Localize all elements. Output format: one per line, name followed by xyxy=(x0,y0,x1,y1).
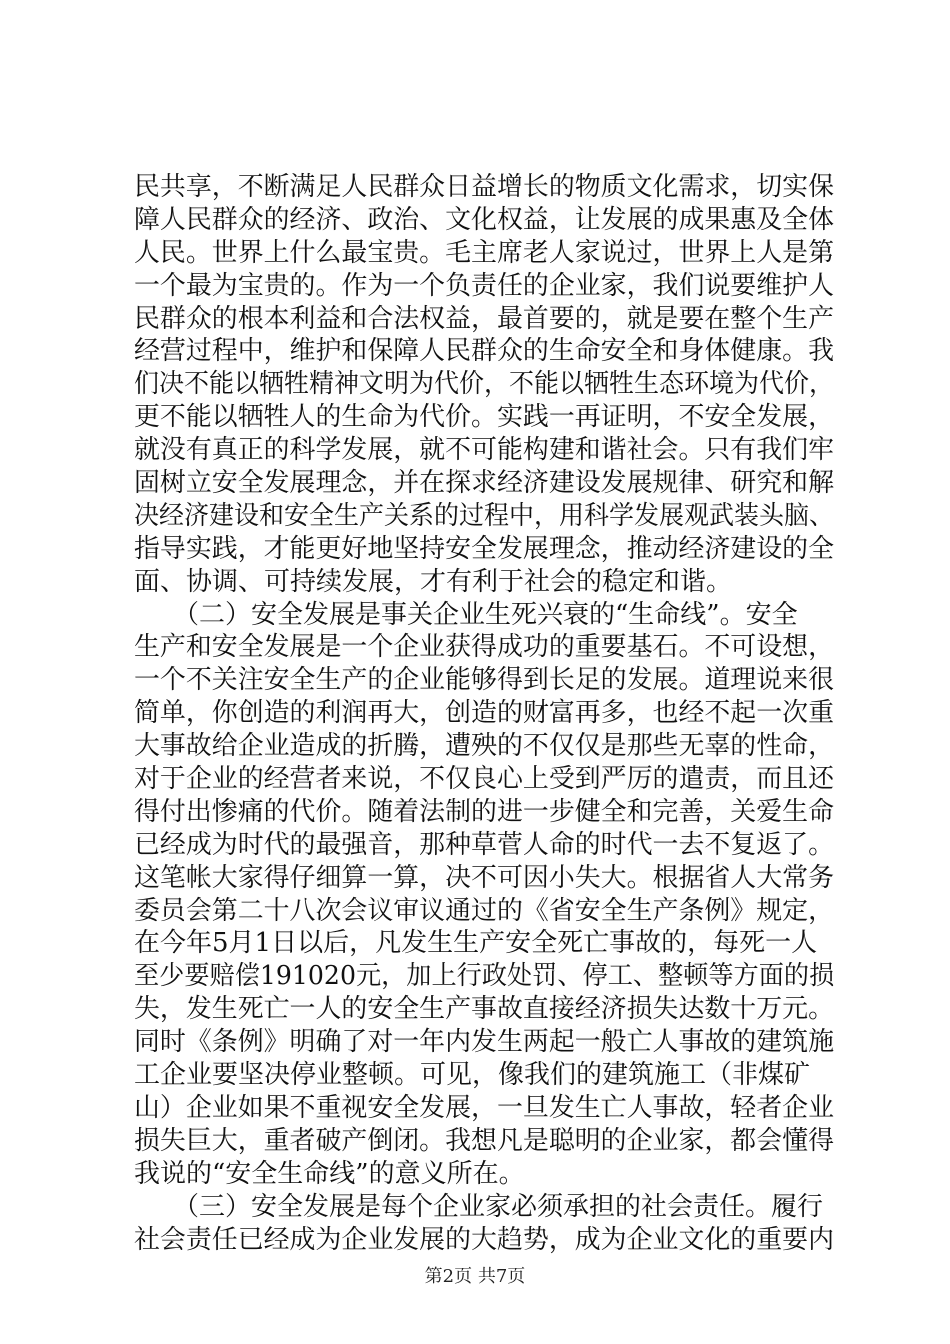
text-line: 简单，你创造的利润再大，创造的财富再多，也经不起一次重 xyxy=(134,698,835,729)
text-line: 一个不关注安全生产的企业能够得到长足的发展。道理说来很 xyxy=(134,665,835,696)
text-line: 已经成为时代的最强音，那种草菅人命的时代一去不复返了。 xyxy=(134,829,835,860)
text-line: 人民。世界上什么最宝贵。毛主席老人家说过，世界上人是第 xyxy=(134,237,835,268)
text-line: 社会责任已经成为企业发展的大趋势，成为企业文化的重要内 xyxy=(134,1224,835,1255)
text-line: 决经济建设和安全生产关系的过程中，用科学发展观武装头脑、 xyxy=(134,500,835,531)
text-line: 民共享，不断满足人民群众日益增长的物质文化需求，切实保 xyxy=(134,172,835,202)
text-line: 民群众的根本利益和合法权益，最首要的，就是要在整个生产 xyxy=(134,303,835,334)
text-line: 得付出惨痛的代价。随着法制的进一步健全和完善，关爱生命 xyxy=(134,796,835,827)
text-line: 失，发生死亡一人的安全生产事故直接经济损失达数十万元。 xyxy=(134,994,835,1025)
text-line: 就没有真正的科学发展，就不可能构建和谐社会。只有我们牢 xyxy=(134,435,835,466)
text-line: 面、协调、可持续发展，才有利于社会的稳定和谐。 xyxy=(134,566,733,597)
text-line: 生产和安全发展是一个企业获得成功的重要基石。不可设想， xyxy=(134,632,835,663)
text-line: 工企业要坚决停业整顿。可见，像我们的建筑施工（非煤矿 xyxy=(134,1060,811,1091)
text-line: 同时《条例》明确了对一年内发生两起一般亡人事故的建筑施 xyxy=(134,1027,835,1058)
text-line: 大事故给企业造成的折腾，遭殃的不仅仅是那些无辜的性命， xyxy=(134,731,835,762)
text-line: 们决不能以牺牲精神文明为代价，不能以牺牲生态环境为代价， xyxy=(134,369,835,400)
text-line: 更不能以牺牲人的生命为代价。实践一再证明，不安全发展， xyxy=(134,402,835,433)
text-line: 我说的“安全生命线”的意义所在。 xyxy=(134,1158,525,1189)
text-line: 这笔帐大家得仔细算一算，决不可因小失大。根据省人大常务 xyxy=(134,862,835,893)
text-line: 至少要赔偿191020元，加上行政处罚、停工、整顿等方面的损 xyxy=(134,961,835,992)
text-line: 委员会第二十八次会议审议通过的《省安全生产条例》规定， xyxy=(134,895,835,926)
text-line: 损失巨大，重者破产倒闭。我想凡是聪明的企业家，都会懂得 xyxy=(134,1125,835,1156)
text-line: 一个最为宝贵的。作为一个负责任的企业家，我们说要维护人 xyxy=(134,270,835,301)
text-line: 在今年5月1日以后，凡发生生产安全死亡事故的，每死一人 xyxy=(134,928,818,959)
body-text xyxy=(134,171,834,1256)
page-footer: 第2页 共7页 xyxy=(424,1266,526,1287)
text-line: 指导实践，才能更好地坚持安全发展理念，推动经济建设的全 xyxy=(134,533,835,564)
text-line: 经营过程中，维护和保障人民群众的生命安全和身体健康。我 xyxy=(134,336,835,367)
text-line: （三）安全发展是每个企业家必须承担的社会责任。履行 xyxy=(134,1191,824,1222)
text-line: 山）企业如果不重视安全发展，一旦发生亡人事故，轻者企业 xyxy=(134,1092,835,1123)
text-line: 对于企业的经营者来说，不仅良心上受到严厉的遣责，而且还 xyxy=(134,764,835,795)
text-line: 固树立安全发展理念，并在探求经济建设发展规律、研究和解 xyxy=(134,468,835,499)
text-line: 障人民群众的经济、政治、文化权益，让发展的成果惠及全体 xyxy=(134,204,835,235)
text-line: （二）安全发展是事关企业生死兴衰的“生命线”。安全 xyxy=(134,599,798,630)
